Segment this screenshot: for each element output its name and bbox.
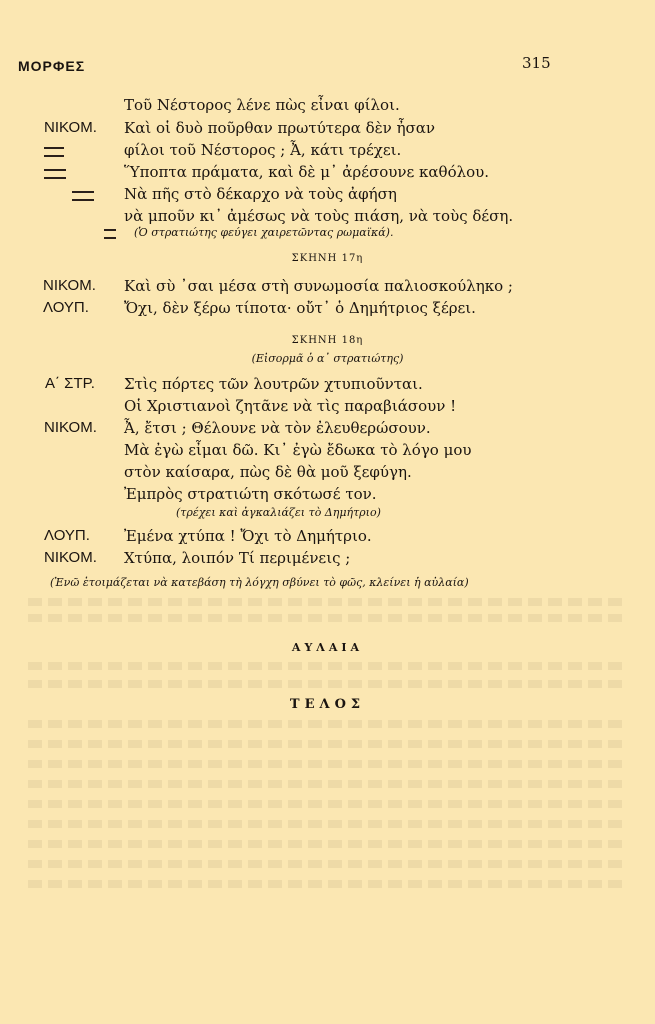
bleed-through (28, 680, 628, 688)
dialogue-line: ΝΙΚΟΜ. Ἆ, ἔτσι ; Θέλουνε νὰ τὸν ἐλευθερώσουν. (44, 419, 431, 437)
dialogue-line: Μὰ ἐγὼ εἶμαι δῶ. Κι᾿ ἐγὼ ἔδωκα τὸ λόγο μου (124, 441, 472, 459)
dialogue-line: νὰ μποῦν κι᾿ ἀμέσως νὰ τοὺς πιάση, νὰ τοὺς δέση. (124, 207, 514, 225)
ink-mark (44, 147, 64, 157)
running-header: ΜΟΡΦΕΣ (18, 58, 86, 74)
dialogue-line: Ὕποπτα πράματα, καὶ δὲ μ᾿ ἀρέσουνε καθόλου. (0, 161, 655, 183)
speaker: Α΄ ΣΤΡ. (45, 375, 95, 392)
speaker: ΝΙΚΟΜ. (44, 419, 97, 436)
bleed-through (28, 820, 628, 828)
speaker: ΝΙΚΟΜ. (43, 277, 96, 294)
scene-heading: ΣΚΗΝΗ 17η (291, 253, 364, 264)
stage-direction: (τρέχει καὶ ἀγκαλιάζει τὸ Δημήτριο) (176, 506, 381, 519)
scene-heading: ΣΚΗΝΗ 18η (291, 335, 364, 346)
dialogue-line: φίλοι τοῦ Νέστορος ; Ἆ, κάτι τρέχει. (0, 139, 655, 161)
end-label: ΤΕΛΟΣ (289, 697, 366, 712)
dialogue-line: ΝΙΚΟΜ. Χτύπα, λοιπόν Τί περιμένεις ; (44, 549, 351, 567)
dialogue-line: Τοῦ Νέστορος λένε πὼς εἶναι φίλοι. (124, 96, 400, 114)
dialogue-line: Ἐμπρὸς στρατιώτη σκότωσέ τον. (124, 485, 377, 503)
bleed-through (28, 780, 628, 788)
curtain-label: ΑΥΛΑΙΑ (291, 641, 364, 654)
bleed-through (28, 860, 628, 868)
dialogue-line: Α΄ ΣΤΡ. Στὶς πόρτες τῶν λουτρῶν χτυπιοῦνται. (45, 375, 423, 393)
bleed-through (28, 740, 628, 748)
ink-mark (72, 191, 94, 201)
dialogue-line: ΛΟΥΠ. Ἐμένα χτύπα ! Ὄχι τὸ Δημήτριο. (44, 527, 372, 545)
dialogue-line: ΝΙΚΟΜ. Καὶ σὺ ᾿σαι μέσα στὴ συνωμοσία παλιοσκούληκο ; (43, 277, 513, 295)
dialogue-line: Οἱ Χριστιανοὶ ζητᾶνε νὰ τὶς παραβιάσουν ! (124, 397, 457, 415)
ink-mark (104, 229, 116, 239)
speaker: ΛΟΥΠ. (44, 527, 90, 544)
bleed-through (28, 840, 628, 848)
dialogue-line: Νὰ πῆς στὸ δέκαρχο νὰ τοὺς ἀφήση (0, 183, 655, 205)
bleed-through (28, 880, 628, 888)
bleed-through (28, 614, 628, 622)
page-number: 315 (522, 54, 551, 72)
stage-direction: (Ἐνῶ ἑτοιμάζεται νὰ κατεβάση τὴ λόγχη σβύνει τὸ φῶς, κλείνει ἡ αὐλαία) (50, 576, 469, 589)
stage-direction: (Ὁ στρατιώτης φεύγει χαιρετῶντας ρωμαϊκά). (104, 226, 655, 239)
bleed-through (28, 760, 628, 768)
bleed-through (28, 720, 628, 728)
dialogue-line: ΝΙΚΟΜ. Καὶ οἱ δυὸ ποῦρθαν πρωτύτερα δὲν ἦσαν (44, 119, 436, 137)
stage-direction: (Εἰσορμᾶ ὁ α᾿ στρατιώτης) (251, 352, 404, 365)
speaker: ΛΟΥΠ. (43, 299, 89, 316)
speaker: ΝΙΚΟΜ. (44, 119, 97, 136)
bleed-through (28, 800, 628, 808)
speaker: ΝΙΚΟΜ. (44, 549, 97, 566)
bleed-through (28, 598, 628, 606)
ink-mark (44, 169, 66, 179)
dialogue-line: ΛΟΥΠ. Ὄχι, δὲν ξέρω τίποτα· οὔτ᾿ ὁ Δημήτριος ξέρει. (43, 299, 476, 317)
dialogue-line: στὸν καίσαρα, πὼς δὲ θὰ μοῦ ξεφύγη. (124, 463, 412, 481)
bleed-through (28, 662, 628, 670)
